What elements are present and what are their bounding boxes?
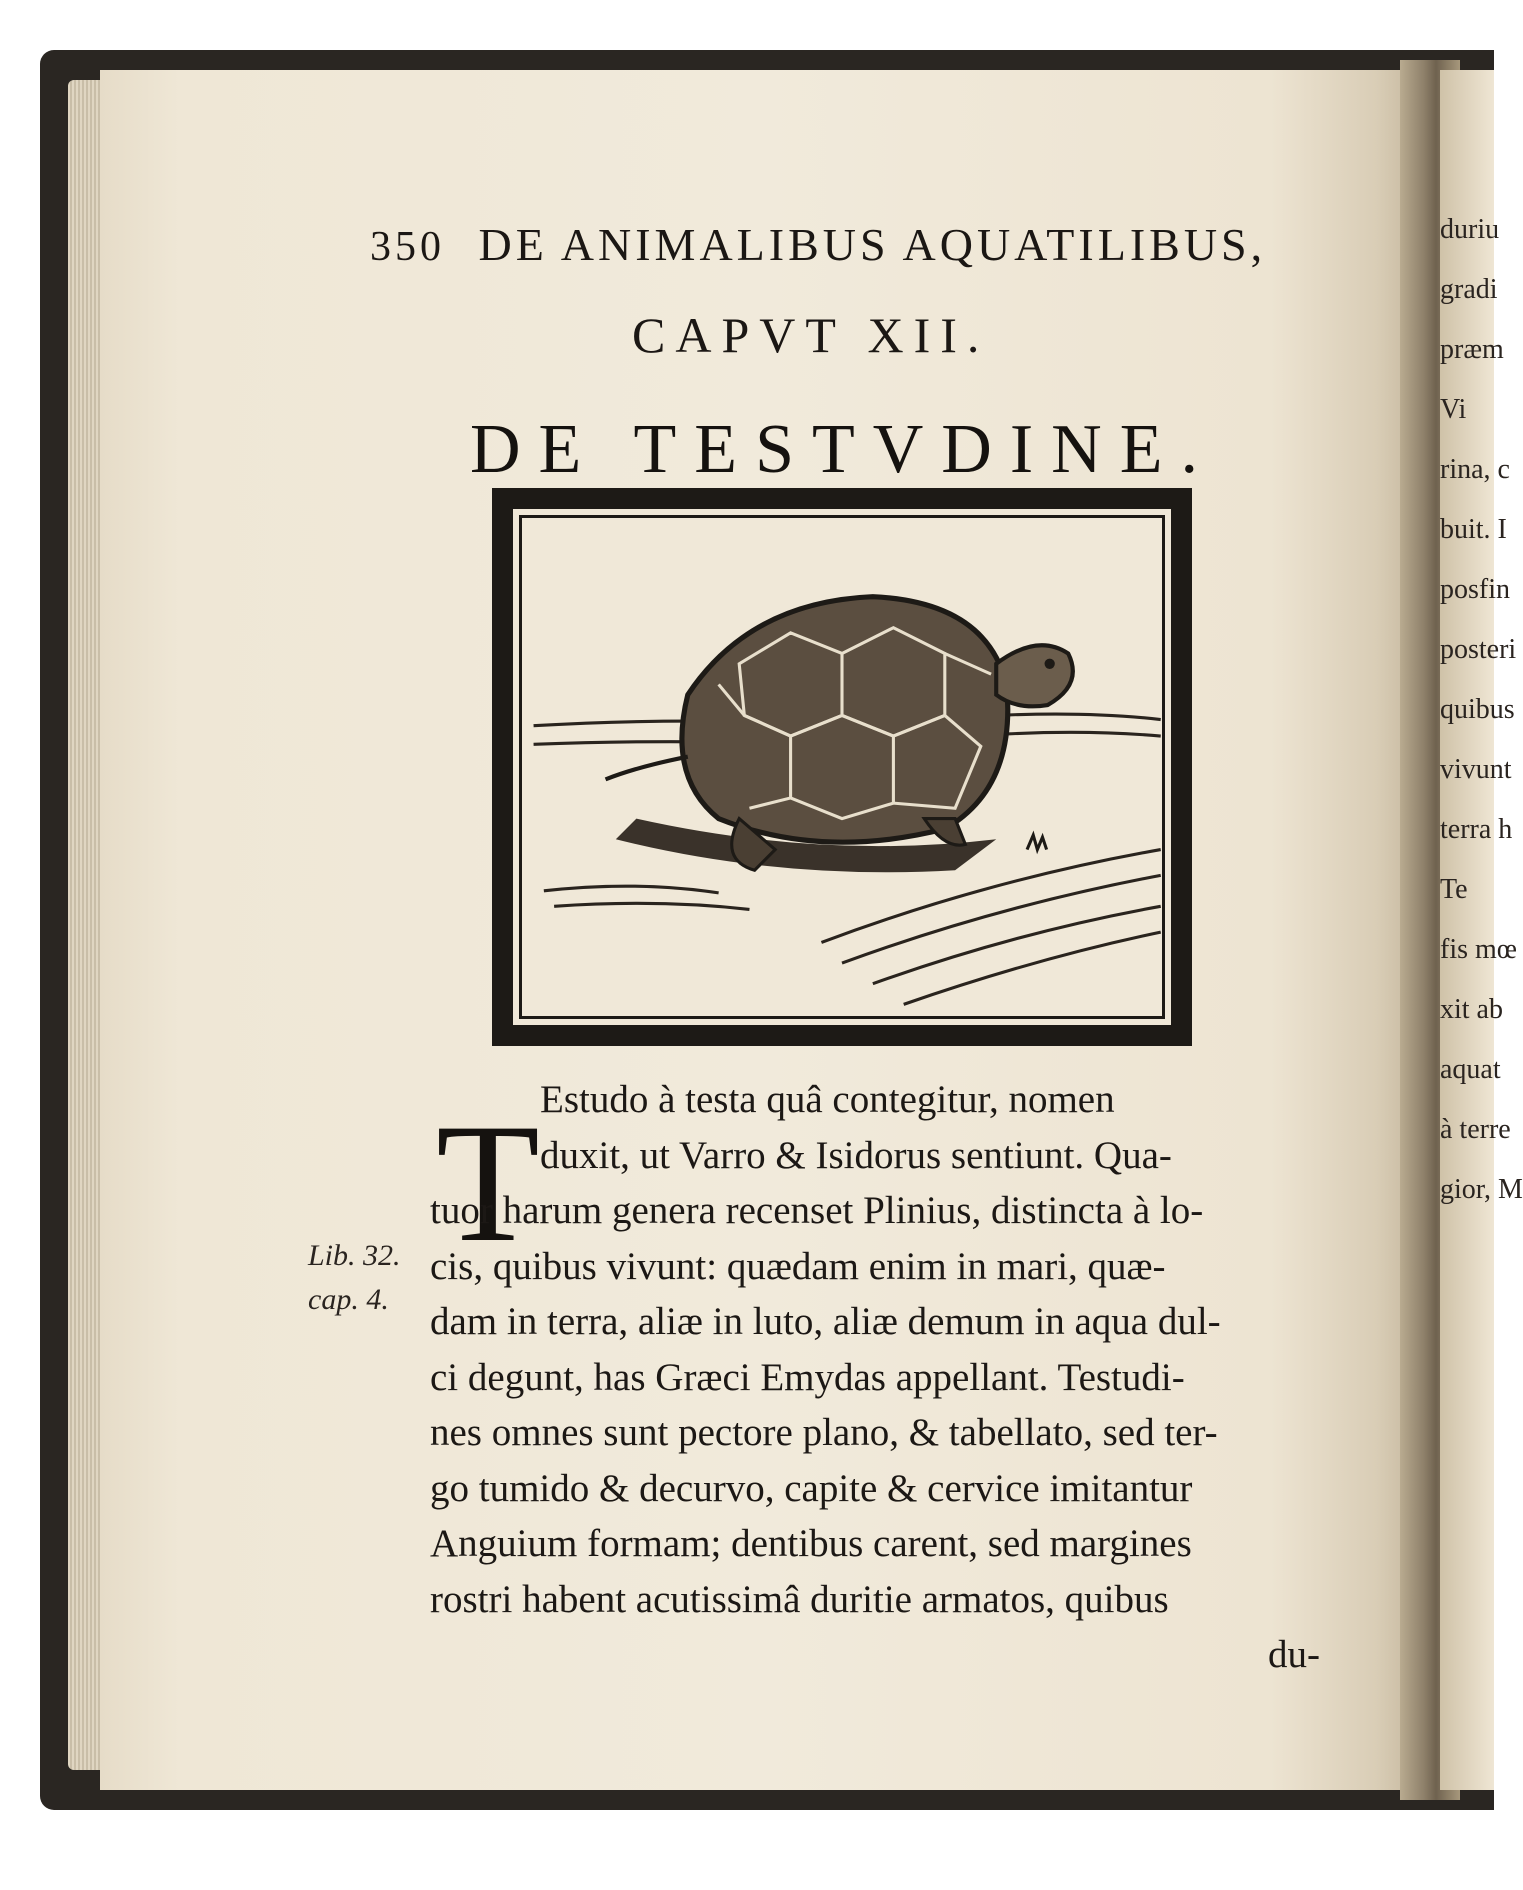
facing-page-fragment: vivunt xyxy=(1440,754,1512,785)
facing-page-fragment: duriu xyxy=(1440,214,1500,245)
facing-page-fragment: posfin xyxy=(1440,574,1510,605)
text-line: Estudo à testa quâ contegitur, nomen xyxy=(540,1078,1115,1121)
facing-page-fragment: aquat xyxy=(1440,1054,1501,1085)
page-number: 350 xyxy=(370,224,445,270)
chapter-title: DE TESTVDINE. xyxy=(470,411,1216,488)
facing-page-fragment: gior, M xyxy=(1440,1174,1523,1205)
facing-page-fragment: præm xyxy=(1440,334,1504,365)
facing-page-fragment: gradi xyxy=(1440,274,1498,305)
facing-page-fragment: Vi xyxy=(1440,394,1467,425)
body-text xyxy=(430,1072,1320,1683)
facing-page-fragment: fis mœ xyxy=(1440,934,1517,965)
chapter-number: CAPVT XII. xyxy=(632,307,990,363)
text-line: tuor harum genera recenset Plinius, distincta à lo- xyxy=(430,1189,1204,1232)
facing-page-fragment: xit ab xyxy=(1440,994,1503,1025)
facing-page-fragment: Te xyxy=(1440,874,1468,905)
text-line: duxit, ut Varro & Isidorus sentiunt. Qua- xyxy=(540,1133,1172,1177)
running-header xyxy=(370,218,1266,271)
text-line: dam in terra, aliæ in luto, aliæ demum in aqua dul- xyxy=(430,1300,1221,1343)
text-line: du- xyxy=(1268,1633,1320,1676)
woodcut-illustration xyxy=(492,488,1192,1046)
text-line: cis, quibus vivunt: quædam enim in mari, quæ- xyxy=(430,1244,1166,1288)
facing-page-fragment: posteri xyxy=(1440,634,1517,665)
text-line: ci degunt, has Græci Emydas appellant. Testudi- xyxy=(430,1355,1185,1399)
facing-page-text xyxy=(1440,200,1523,1220)
facing-page-fragment: terra h xyxy=(1440,814,1513,845)
text-line: nes omnes sunt pectore plano, & tabellato, sed ter- xyxy=(430,1411,1218,1454)
margin-note xyxy=(308,1234,401,1322)
facing-page-fragment: buit. I xyxy=(1440,514,1507,545)
facing-page-fragment: à terre xyxy=(1440,1114,1511,1145)
text-line: rostri habent acutissimâ duritie armatos, quibus xyxy=(430,1577,1169,1621)
facing-page-fragment: rina, c xyxy=(1440,454,1510,485)
woodcut-frame xyxy=(508,504,1176,1030)
text-line: go tumido & decurvo, capite & cervice imitantur xyxy=(430,1466,1193,1510)
margin-note-line: Lib. 32. xyxy=(308,1239,401,1272)
tortoise-icon xyxy=(513,509,1171,1025)
drop-capital: T xyxy=(436,1089,540,1277)
text-line: Anguium formam; dentibus carent, sed margines xyxy=(430,1522,1192,1565)
facing-page-fragment: quibus xyxy=(1440,694,1515,725)
margin-note-line: cap. 4. xyxy=(308,1283,389,1316)
running-title: DE ANIMALIBUS AQUATILIBUS, xyxy=(478,219,1267,270)
